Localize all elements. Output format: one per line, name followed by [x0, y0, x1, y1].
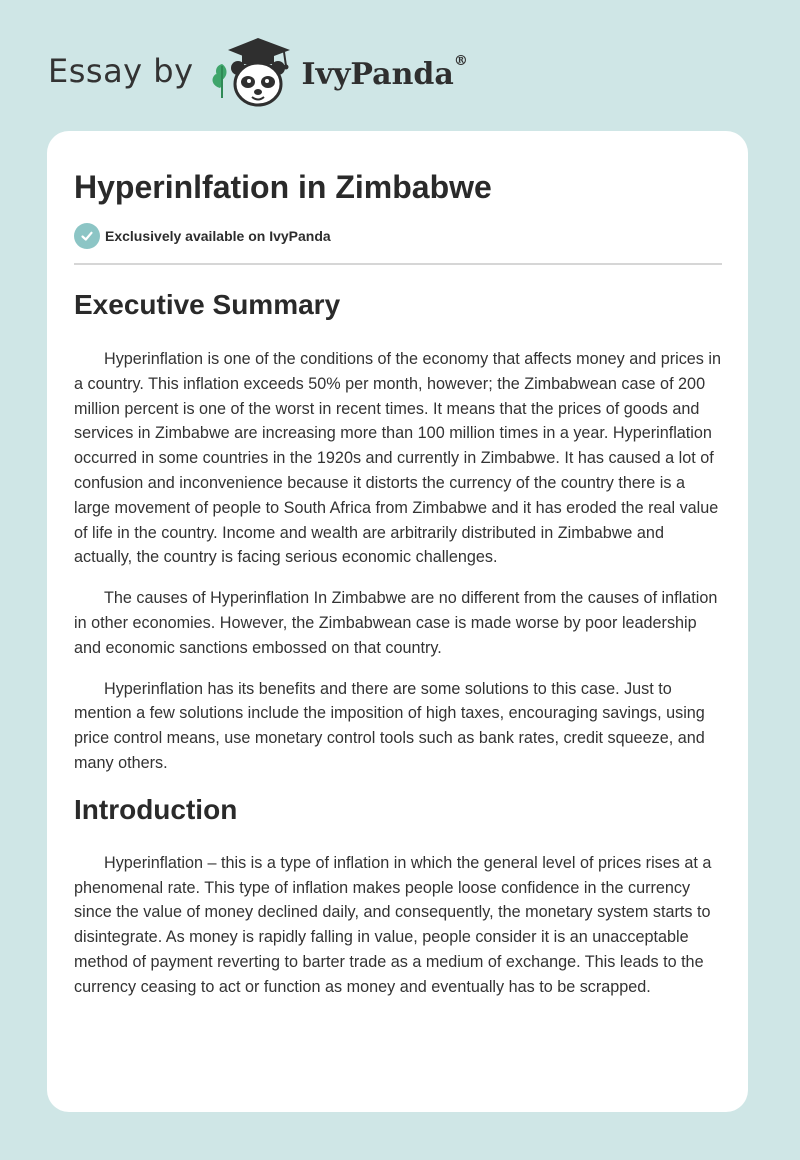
- section-heading-executive-summary: Executive Summary: [74, 289, 341, 320]
- exclusive-badge: [74, 223, 722, 249]
- exclusive-label: Exclusively available on IvyPanda: [105, 228, 331, 244]
- check-circle-icon: [74, 223, 100, 249]
- title-divider: [74, 263, 722, 265]
- essay-card: [47, 131, 748, 1112]
- paragraph: Hyperinflation is one of the conditions of the economy that affects money and prices in a country. This inflation exceeds 50% per month, however; the Zimbabwean case of 200 million percent is one of the worst in recent times. It means that the prices of goods and services in Zimbabwe are increasing more than 100 million times in a year. Hyperinflation occurred in some countries in the 1920s and currently in Zimbabwe. It has caused a lot of confusion and inconvenience because it distorts the currency of the country there is a large movement of people to South Africa from Zimbabwe and it has eroded the real value of life in the country. Income and wealth are arbitrarily distributed in Zimbabwe and actually, the country is facing serious economic challenges.: [74, 350, 721, 567]
- paragraph: Hyperinflation – this is a type of inflation in which the general level of prices rises at a phenomenal rate. This type of inflation makes people loose confidence in the currency since the value of money declined daily, and consequently, the monetary system starts to disintegrate. As money is rapidly falling in value, people consider it is an unacceptable method of payment reverting to barter trade as a medium of exchange. This leads to the currency ceasing to act or function as money and eventually has to be scrapped.: [74, 853, 712, 996]
- brand-name: IvyPanda®: [301, 52, 468, 92]
- essay-title: Hyperinlfation in Zimbabwe: [74, 169, 492, 205]
- registered-mark: ®: [453, 52, 468, 69]
- panda-graduation-cap-icon: [208, 36, 298, 110]
- paragraph: Hyperinflation has its benefits and there are some solutions to this case. Just to mention a few solutions include the imposition of high taxes, encouraging savings, using price control means, use monetary control tools such as bank rates, credit squeeze, and many others.: [74, 679, 705, 772]
- paragraph: The causes of Hyperinflation In Zimbabwe are no different from the causes of inflation in other economies. However, the Zimbabwean case is made worse by poor leadership and economic sanctions embossed on that country.: [74, 589, 718, 657]
- brand-prefix: Essay by: [48, 52, 194, 90]
- section-heading-introduction: Introduction: [74, 793, 238, 825]
- brand-logo[interactable]: [48, 36, 468, 110]
